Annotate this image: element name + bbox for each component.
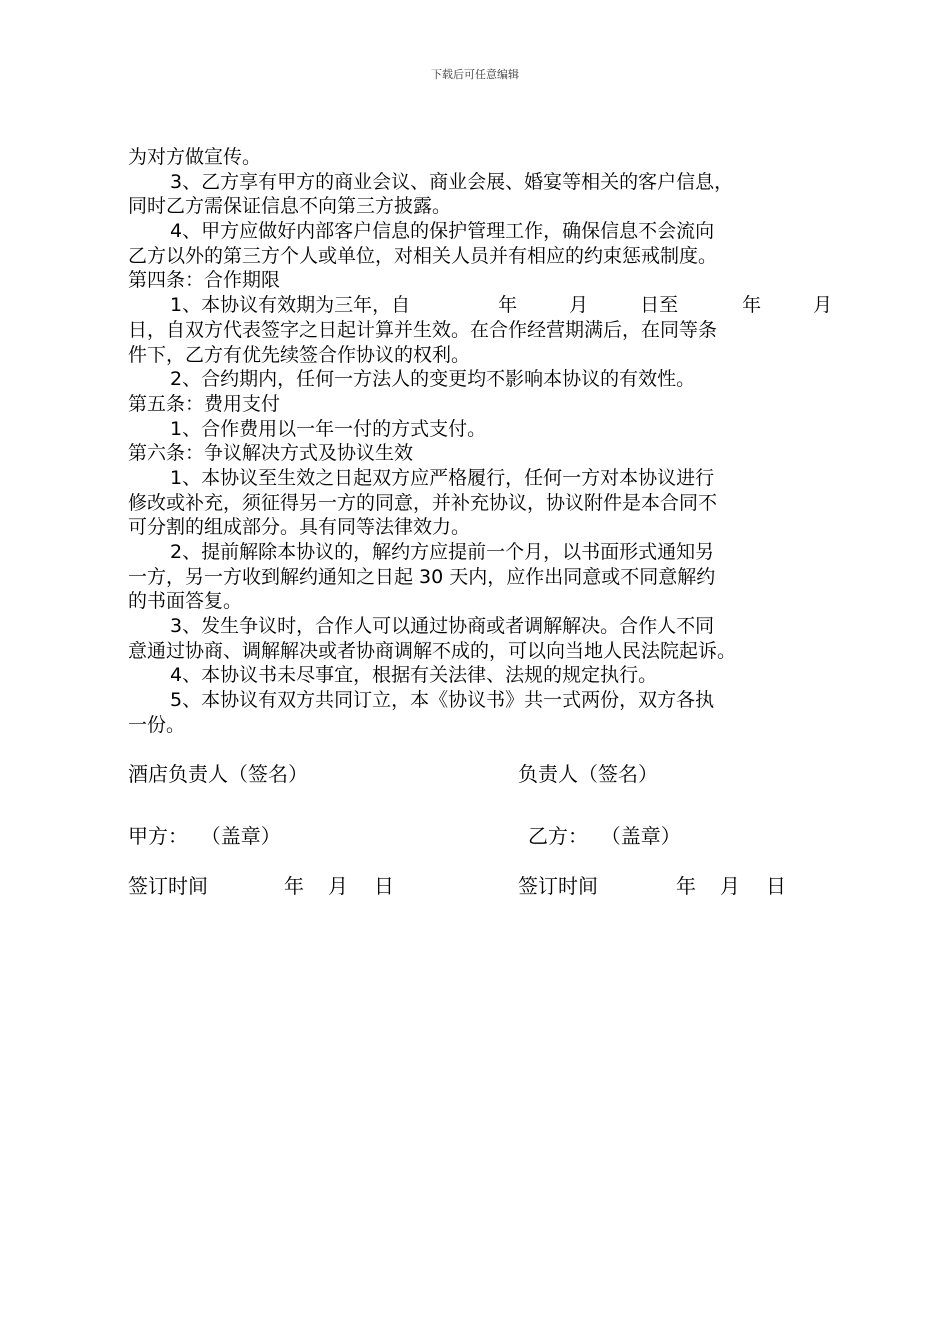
term-start-text: 1、本协议有效期为三年，自 (170, 294, 411, 317)
paragraph-line: 3、发生争议时，合作人可以通过协商或者调解解决。合作人不同 (170, 615, 715, 638)
paragraph-line: 1、合作费用以一年一付的方式支付。 (170, 417, 487, 440)
paragraph-line: 1、本协议至生效之日起双方应严格履行，任何一方对本协议进行 (170, 466, 715, 489)
paragraph-line: 件下，乙方有优先续签合作协议的权利。 (128, 343, 471, 366)
right-date-label: 签订时间 (518, 874, 598, 898)
section-heading: 第五条：费用支付 (128, 392, 281, 415)
paragraph-line: 的书面答复。 (128, 590, 243, 613)
paragraph-line: 一方，另一方收到解约通知之日起 30 天内，应作出同意或不同意解约 (128, 565, 716, 588)
term-month-2: 月 (813, 294, 833, 317)
term-year-1: 年 (498, 294, 518, 317)
paragraph-line: 可分割的组成部分。具有同等法律效力。 (128, 516, 471, 539)
paragraph-line: 修改或补充，须征得另一方的同意，并补充协议，协议附件是本合同不 (128, 491, 718, 514)
paragraph-line: 意通过协商、调解解决或者协商调解不成的，可以向当地人民法院起诉。 (128, 639, 737, 662)
paragraph-line: 一份。 (128, 713, 186, 736)
paragraph-line: 日，自双方代表签字之日起计算并生效。在合作经营期满后，在同等条 (128, 318, 718, 341)
left-date-month: 月 (328, 874, 348, 898)
term-year-2: 年 (742, 294, 762, 317)
paragraph-line: 4、本协议书未尽事宜，根据有关法律、法规的规定执行。 (170, 664, 658, 687)
left-date-day: 日 (374, 874, 394, 898)
party-b-seal: 乙方： （盖章） (528, 824, 681, 848)
paragraph-line: 为对方做宣传。 (128, 146, 262, 168)
paragraph-line: 5、本协议有双方共同订立，本《协议书》共一式两份，双方各执 (170, 689, 715, 712)
party-a-seal: 甲方： （盖章） (128, 824, 281, 848)
paragraph-line: 同时乙方需保证信息不向第三方披露。 (128, 195, 452, 218)
term-month-1: 月 (569, 294, 589, 317)
responsible-signature: 负责人（签名） (518, 762, 658, 786)
right-date-month: 月 (720, 874, 740, 898)
paragraph-line: 3、乙方享有甲方的商业会议、商业会展、婚宴等相关的客户信息， (170, 170, 734, 193)
hotel-responsible-signature: 酒店负责人（签名） (128, 762, 308, 786)
right-date-day: 日 (766, 874, 786, 898)
left-date-label: 签订时间 (128, 874, 208, 898)
left-date-year: 年 (284, 874, 304, 898)
agreement-body (128, 145, 833, 738)
paragraph-line: 乙方以外的第三方个人或单位，对相关人员并有相应的约束惩戒制度。 (128, 244, 718, 267)
section-heading: 第四条：合作期限 (128, 269, 281, 292)
term-day-to: 日至 (640, 294, 679, 317)
paragraph-line: 2、提前解除本协议的，解约方应提前一个月，以书面形式通知另 (170, 541, 715, 563)
paragraph-line: 4、甲方应做好内部客户信息的保护管理工作，确保信息不会流向 (170, 220, 715, 243)
term-date-line (128, 293, 833, 318)
right-date-year: 年 (676, 874, 696, 898)
section-heading: 第六条：争议解决方式及协议生效 (128, 442, 414, 465)
header-note: 下载后可任意编辑 (431, 68, 519, 81)
paragraph-line: 2、合约期内，任何一方法人的变更均不影响本协议的有效性。 (170, 368, 696, 391)
